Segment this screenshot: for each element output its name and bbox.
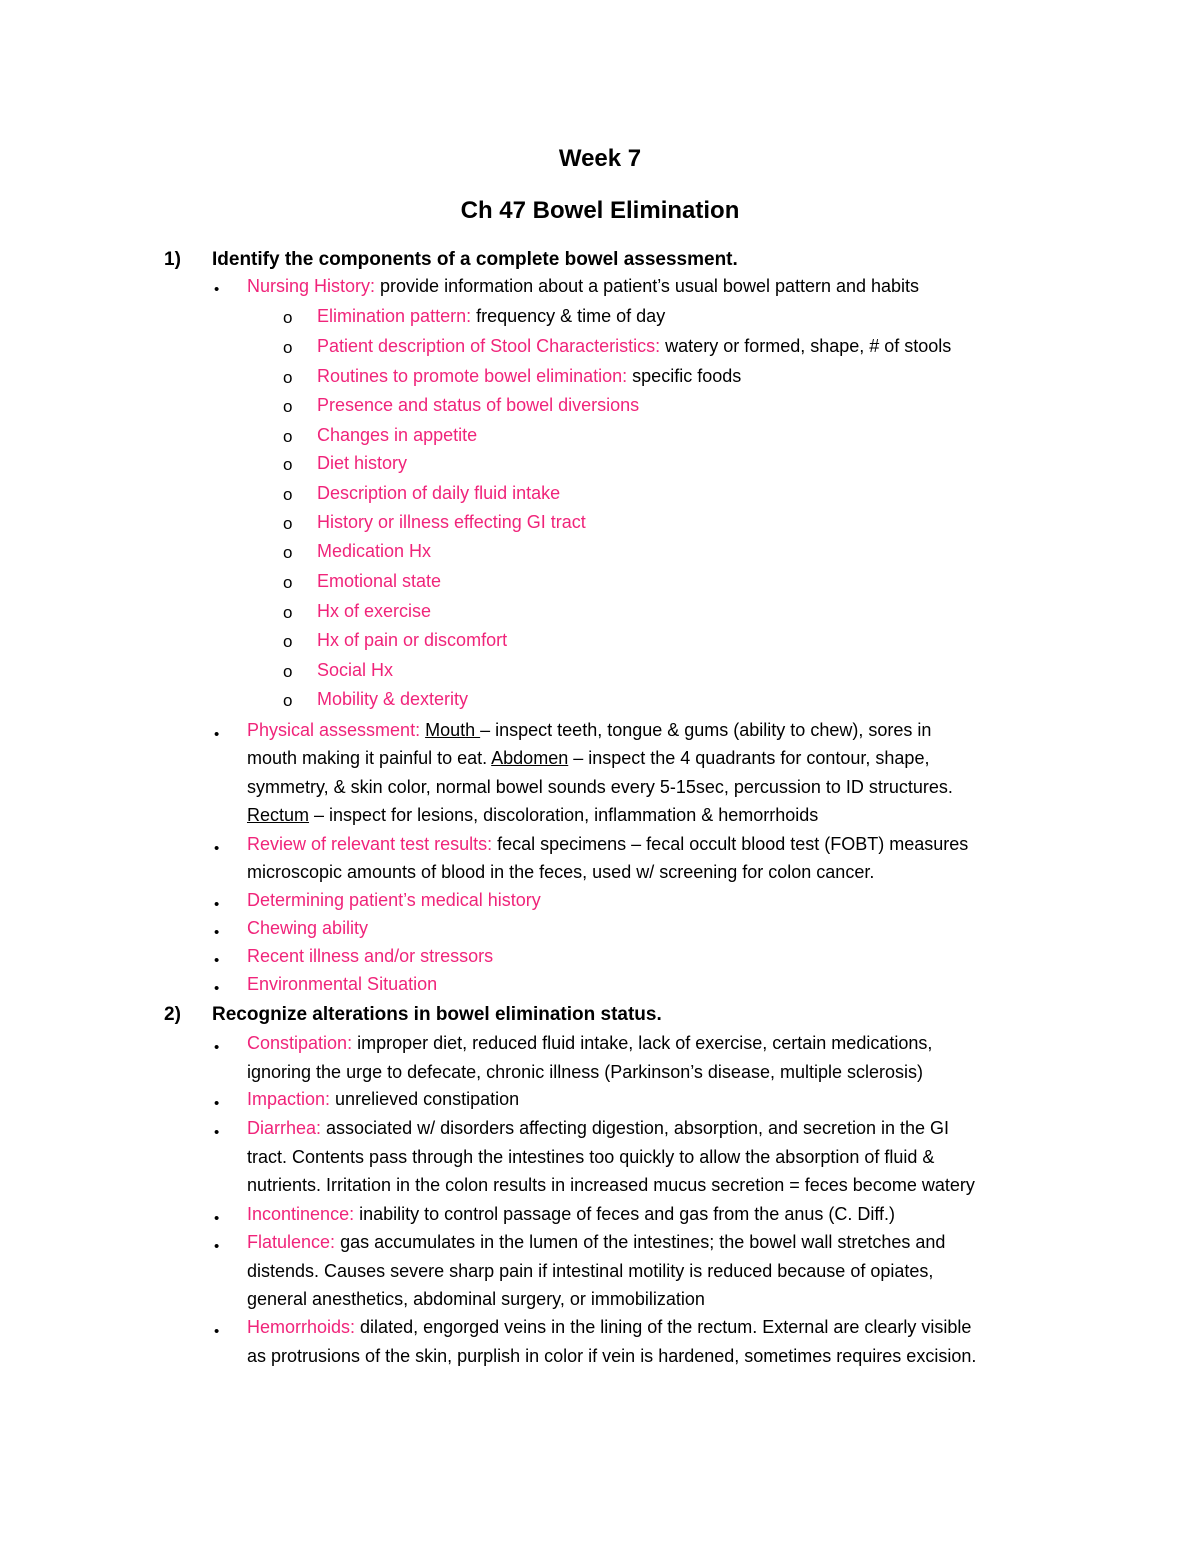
bullet-icon: • [214, 980, 220, 997]
term: Routines to promote bowel elimination: [317, 366, 628, 386]
sub-bullet-icon: o [283, 514, 293, 533]
bullet-icon: • [214, 840, 220, 857]
sub-bullet-icon: o [283, 485, 293, 504]
sub-list-item [317, 483, 560, 504]
sub-bullet-icon: o [283, 308, 293, 327]
chapter-title: Ch 47 Bowel Elimination [460, 197, 740, 224]
text: – inspect the 4 quadrants for contour, shape, [568, 748, 930, 768]
alteration-continuation [247, 1346, 976, 1367]
sub-bullet-icon: o [283, 338, 293, 357]
term: Impaction: [247, 1089, 331, 1109]
term: Emotional state [317, 571, 442, 591]
term: Flatulence: [247, 1232, 336, 1252]
list-item-physical-assessment [247, 720, 931, 741]
description: ignoring the urge to defecate, chronic illness (Parkinson’s disease, multiple sclerosis) [247, 1061, 924, 1082]
bullet-icon: • [214, 1238, 220, 1255]
description: watery or formed, shape, # of stools [660, 336, 952, 356]
sub-bullet-icon: o [283, 573, 293, 592]
alteration-continuation [247, 1261, 933, 1282]
bullet-icon: • [214, 1124, 220, 1141]
description: associated w/ disorders affecting digestion, absorption, and secretion in the GI [321, 1118, 950, 1138]
list-item-recent-illness: Recent illness and/or stressors [247, 946, 494, 966]
physical-line-2 [247, 748, 929, 769]
alteration-continuation [247, 1289, 705, 1310]
sub-bullet-icon: o [283, 427, 293, 446]
sub-list-item [317, 336, 951, 357]
term: Incontinence: [247, 1204, 355, 1224]
description: unrelieved constipation [330, 1089, 520, 1109]
description: inability to control passage of feces and gas from the anus (C. Diff.) [354, 1204, 896, 1224]
description: dilated, engorged veins in the lining of the rectum. External are clearly visible [355, 1317, 972, 1337]
sub-list-item [317, 660, 393, 681]
bullet-icon: • [214, 952, 220, 969]
term: Diarrhea: [247, 1118, 322, 1138]
bullet-icon: • [214, 281, 220, 298]
list-item-chewing-ability: Chewing ability [247, 918, 369, 938]
bullet-icon: • [214, 896, 220, 913]
sub-bullet-icon: o [283, 662, 293, 681]
alteration-item [247, 1118, 949, 1139]
page-title: Week 7 [558, 145, 642, 172]
abdomen-label: Abdomen [491, 748, 569, 768]
sub-bullet-icon: o [283, 543, 293, 562]
alteration-item [247, 1204, 895, 1225]
term: Physical assessment: [247, 720, 421, 740]
sub-bullet-icon: o [283, 397, 293, 416]
sub-list-item [317, 366, 741, 387]
bullet-icon: • [214, 726, 220, 743]
term: Constipation: [247, 1033, 353, 1053]
term: Medication Hx [317, 541, 432, 561]
bullet-icon: • [214, 1095, 220, 1112]
question-text: Recognize alterations in bowel elimination status. [212, 1004, 662, 1025]
sub-list-item [317, 425, 477, 446]
rectum-label: Rectum [247, 805, 310, 825]
term: Hx of exercise [317, 601, 432, 621]
description: provide information about a patient’s usual bowel pattern and habits [375, 276, 920, 296]
term: Mobility & dexterity [317, 689, 469, 709]
alteration-continuation [247, 1175, 975, 1196]
term: Diet history [317, 453, 408, 473]
sub-list-item [317, 689, 468, 710]
question-text: Identify the components of a complete bowel assessment. [212, 249, 738, 270]
sub-list-item [317, 630, 507, 651]
alteration-continuation [247, 1147, 934, 1168]
text: mouth making it painful to eat. [247, 748, 492, 768]
bullet-icon: • [214, 1323, 220, 1340]
question-1 [164, 249, 738, 271]
description: – inspect teeth, tongue & gums (ability to chew), sores in [480, 720, 932, 740]
description: distends. Causes severe sharp pain if intestinal motility is reduced because of opiates, [247, 1260, 934, 1281]
term: Hemorrhoids: [247, 1317, 356, 1337]
bullet-icon: • [214, 1210, 220, 1227]
list-item-environmental-situation: Environmental Situation [247, 974, 438, 994]
term: Description of daily fluid intake [317, 483, 561, 503]
description: fecal specimens – fecal occult blood test (FOBT) measures [492, 834, 969, 854]
description: nutrients. Irritation in the colon results in increased mucus secretion = feces become watery [247, 1175, 975, 1195]
alteration-item [247, 1232, 945, 1253]
text: – inspect for lesions, discoloration, inflammation & hemorrhoids [309, 805, 819, 825]
sub-bullet-icon: o [283, 603, 293, 622]
term: Patient description of Stool Characteristics: [317, 336, 661, 356]
list-item-medical-history: Determining patient’s medical history [247, 890, 541, 910]
sub-list-item [317, 571, 441, 592]
term: History or illness effecting GI tract [317, 512, 586, 532]
description: tract. Contents pass through the intestines too quickly to allow the absorption of fluid & [247, 1146, 935, 1167]
description: gas accumulates in the lumen of the intestines; the bowel wall stretches and [335, 1232, 946, 1252]
description: as protrusions of the skin, purplish in color if vein is hardened, sometimes requires excision. [247, 1345, 977, 1366]
sub-bullet-icon: o [283, 455, 293, 474]
list-item-review [247, 834, 968, 855]
mouth-label: Mouth [425, 720, 481, 740]
description: improper diet, reduced fluid intake, lack of exercise, certain medications, [352, 1033, 933, 1053]
physical-line-3: symmetry, & skin color, normal bowel sounds every 5-15sec, percussion to ID structures. [247, 777, 953, 797]
term: Review of relevant test results: [247, 834, 493, 854]
sub-bullet-icon: o [283, 368, 293, 387]
description: specific foods [627, 366, 742, 386]
alteration-item [247, 1089, 519, 1110]
review-line-2: microscopic amounts of blood in the feces, used w/ screening for colon cancer. [247, 862, 875, 882]
alteration-continuation [247, 1062, 923, 1083]
physical-line-4 [247, 805, 818, 826]
sub-bullet-icon: o [283, 632, 293, 651]
sub-list-item [317, 453, 407, 474]
sub-list-item [317, 395, 639, 416]
description: general anesthetics, abdominal surgery, or immobilization [247, 1289, 705, 1309]
alteration-item [247, 1033, 932, 1054]
bullet-icon: • [214, 1039, 220, 1056]
question-number: 1) [164, 249, 181, 270]
term: Elimination pattern: [317, 306, 472, 326]
alteration-item [247, 1317, 971, 1338]
sub-list-item [317, 306, 665, 327]
sub-list-item [317, 601, 431, 622]
term: Changes in appetite [317, 425, 478, 445]
term: Social Hx [317, 660, 394, 680]
sub-list-item [317, 541, 431, 562]
description: frequency & time of day [471, 306, 666, 326]
sub-bullet-icon: o [283, 691, 293, 710]
term: Presence and status of bowel diversions [317, 395, 640, 415]
question-2 [164, 1004, 662, 1026]
term: Nursing History: [247, 276, 376, 296]
bullet-icon: • [214, 924, 220, 941]
list-item-nursing-history [247, 276, 919, 297]
sub-list-item [317, 512, 586, 533]
term: Hx of pain or discomfort [317, 630, 508, 650]
question-number: 2) [164, 1004, 181, 1025]
